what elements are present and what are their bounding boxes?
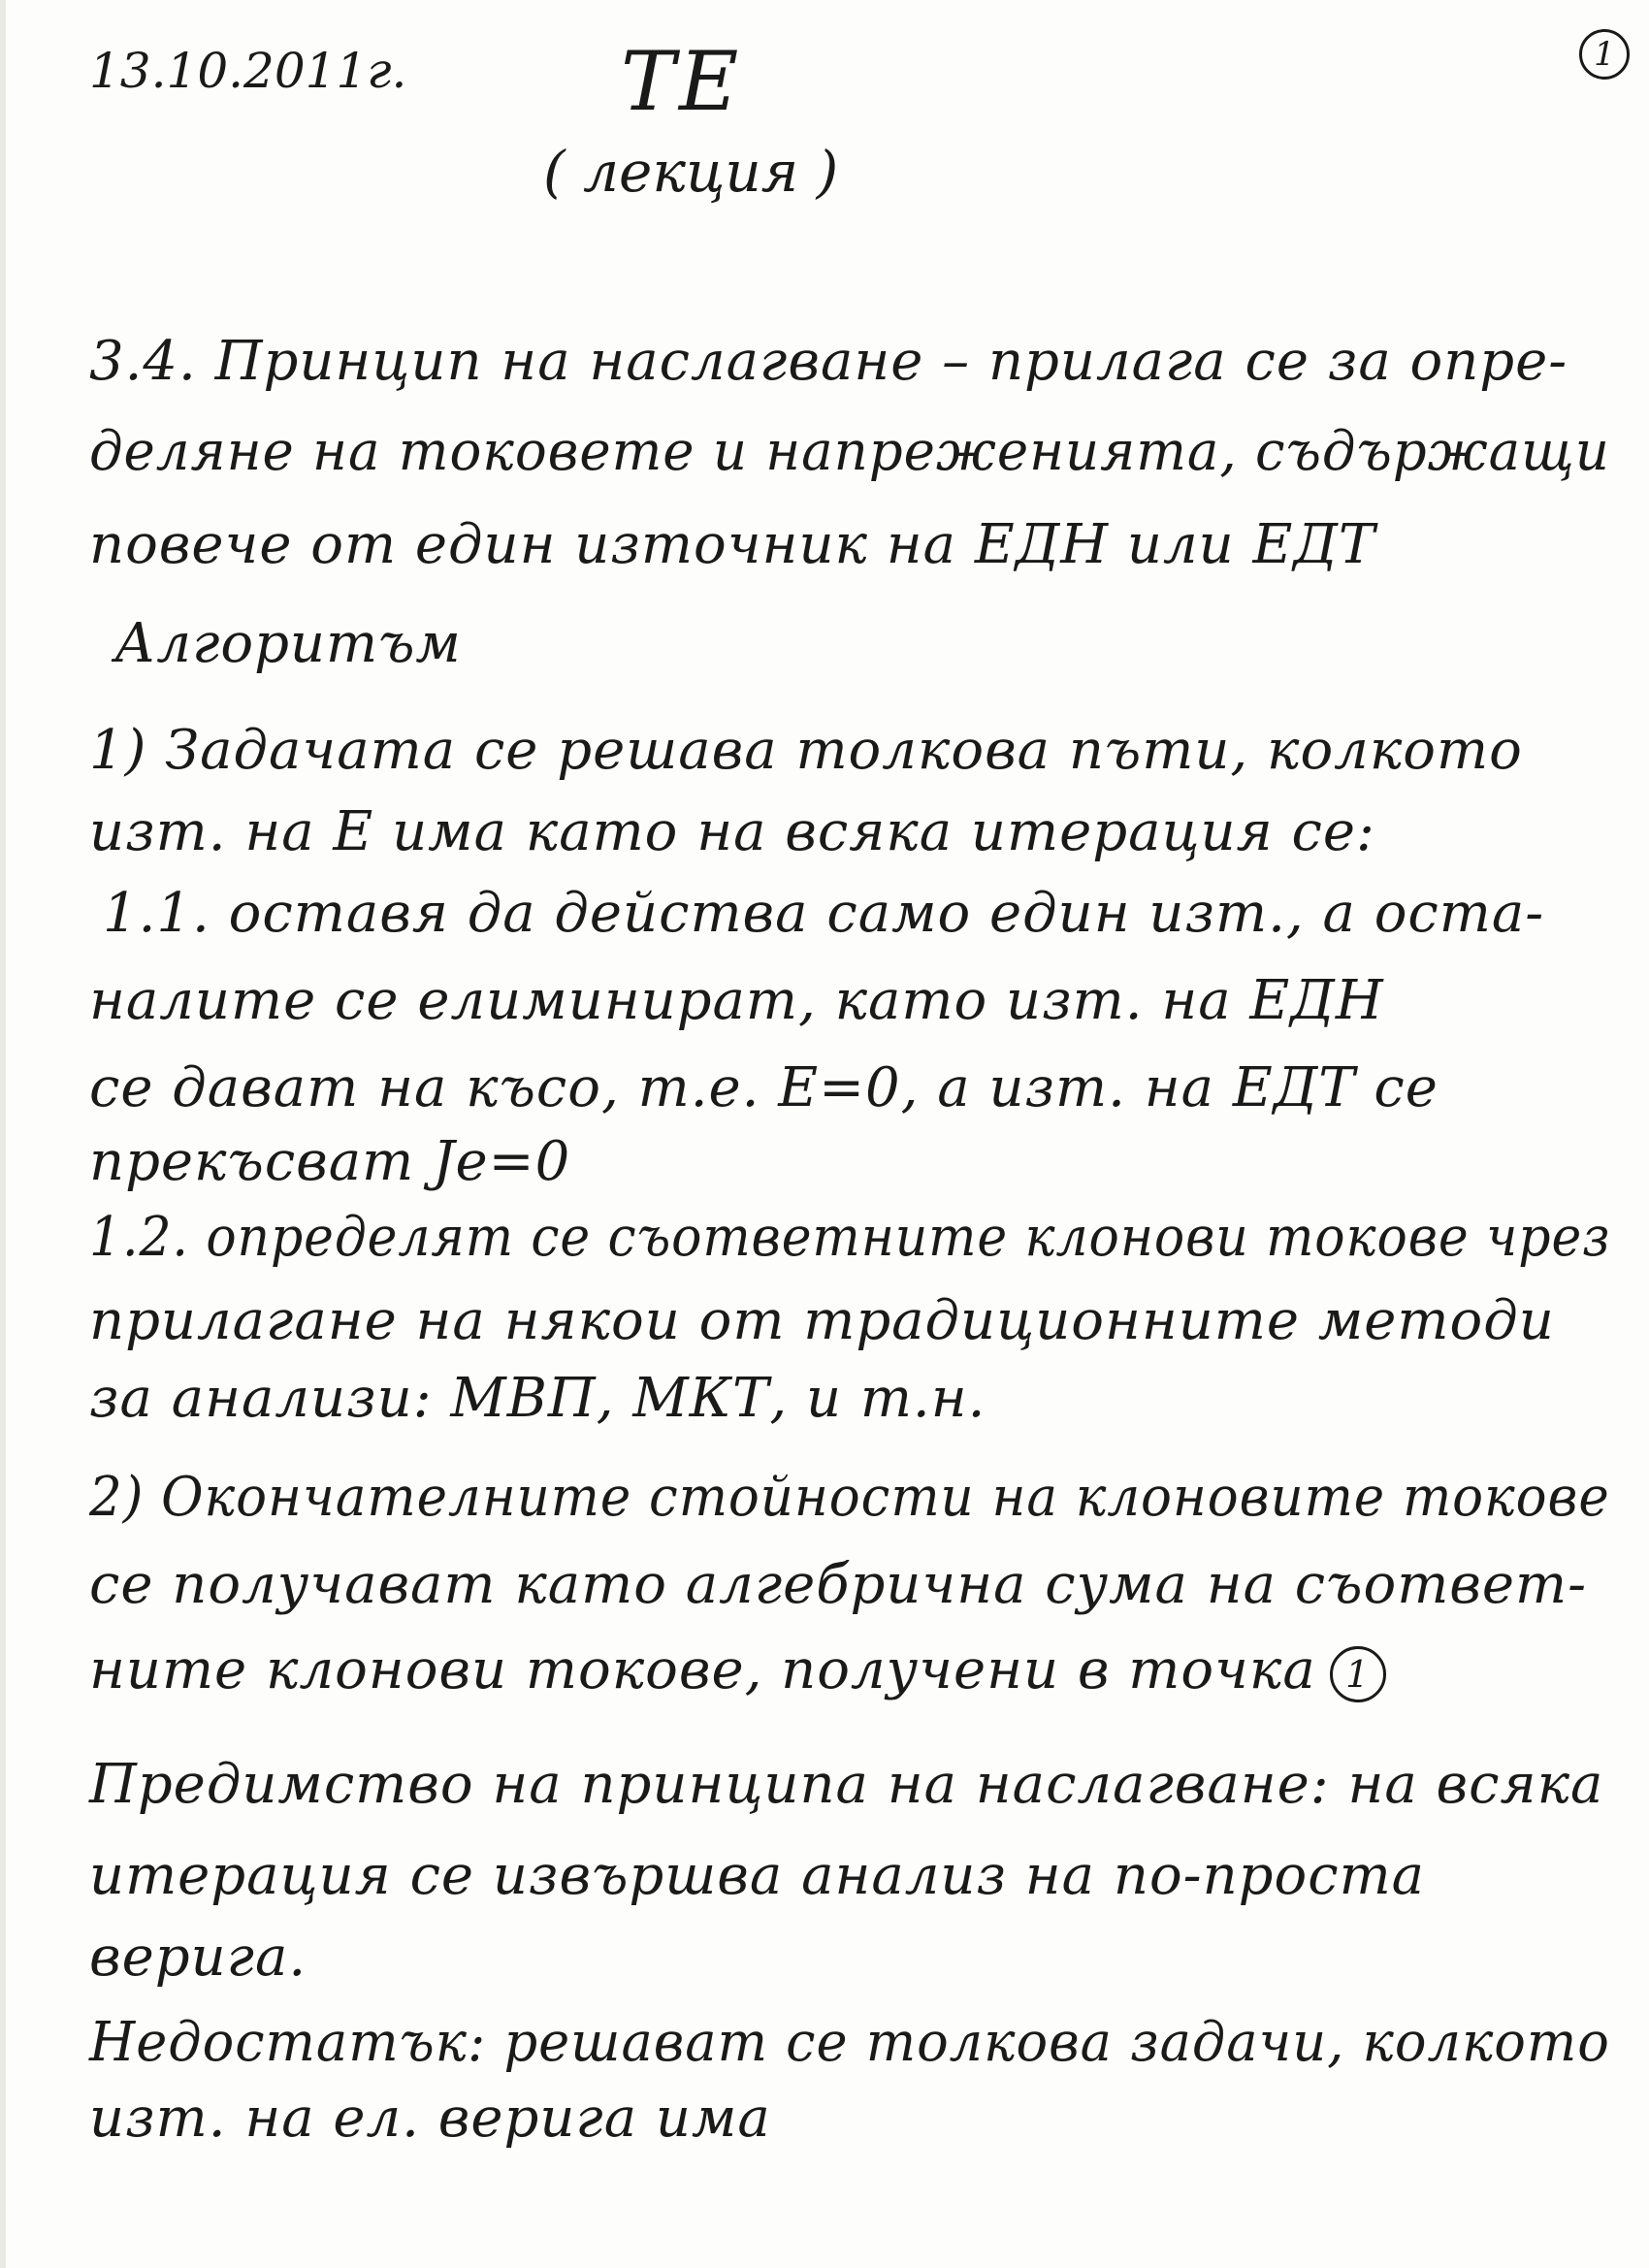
page-title: ТЕ <box>621 34 743 129</box>
text-line: прекъсват Je=0 <box>89 1130 571 1193</box>
text-line: повече от един източник на ЕДН или ЕДТ <box>89 513 1376 576</box>
text-line: се получават като алгебрична сума на съответ- <box>89 1553 1588 1616</box>
text-line: 1.2. определят се съответните клонови токове чрез <box>89 1206 1611 1269</box>
text-line: 2) Окончателните стойности на клоновите токове <box>89 1466 1610 1529</box>
text-line: верига. <box>89 1926 307 1989</box>
page-subtitle: ( лекция ) <box>543 139 839 205</box>
text-line: итерация се извършва анализ на по-проста <box>89 1844 1426 1907</box>
page-number: 1 <box>1579 29 1630 80</box>
text-line: Предимство на принципа на наслагване: на всяка <box>89 1753 1604 1816</box>
text-line: 3.4. Принцип на наслагване – прилага се за опре- <box>89 330 1568 393</box>
circled-point-ref: 1 <box>1330 1646 1386 1702</box>
text-line-content: ните клонови токове, получени в точка <box>89 1638 1316 1701</box>
text-line: налите се елиминират, като изт. на ЕДН <box>89 969 1384 1032</box>
text-line: прилагане на някои от традиционните методи <box>89 1289 1555 1352</box>
date: 13.10.2011г. <box>89 43 407 99</box>
text-line: изт. на ел. верига има <box>89 2087 771 2150</box>
text-line: 1.1. оставя да действа само един изт., а оста- <box>103 882 1545 945</box>
text-line: изт. на Е има като на всяка итерация се: <box>89 800 1375 863</box>
text-line: деляне на токовете и напреженията, съдържащи <box>89 420 1610 483</box>
page-edge <box>0 0 6 2268</box>
text-line: 1) Задачата се решава толкова пъти, колкото <box>89 719 1523 782</box>
text-line: за анализи: МВП, МКТ, и т.н. <box>89 1367 986 1430</box>
section-heading: Алгоритъм <box>114 612 462 675</box>
text-line: Недостатък: решават се толкова задачи, колкото <box>89 2011 1610 2074</box>
text-line: се дават на късо, т.е. Е=0, а изт. на ЕДТ се <box>89 1056 1439 1119</box>
text-line <box>89 1638 1386 1702</box>
